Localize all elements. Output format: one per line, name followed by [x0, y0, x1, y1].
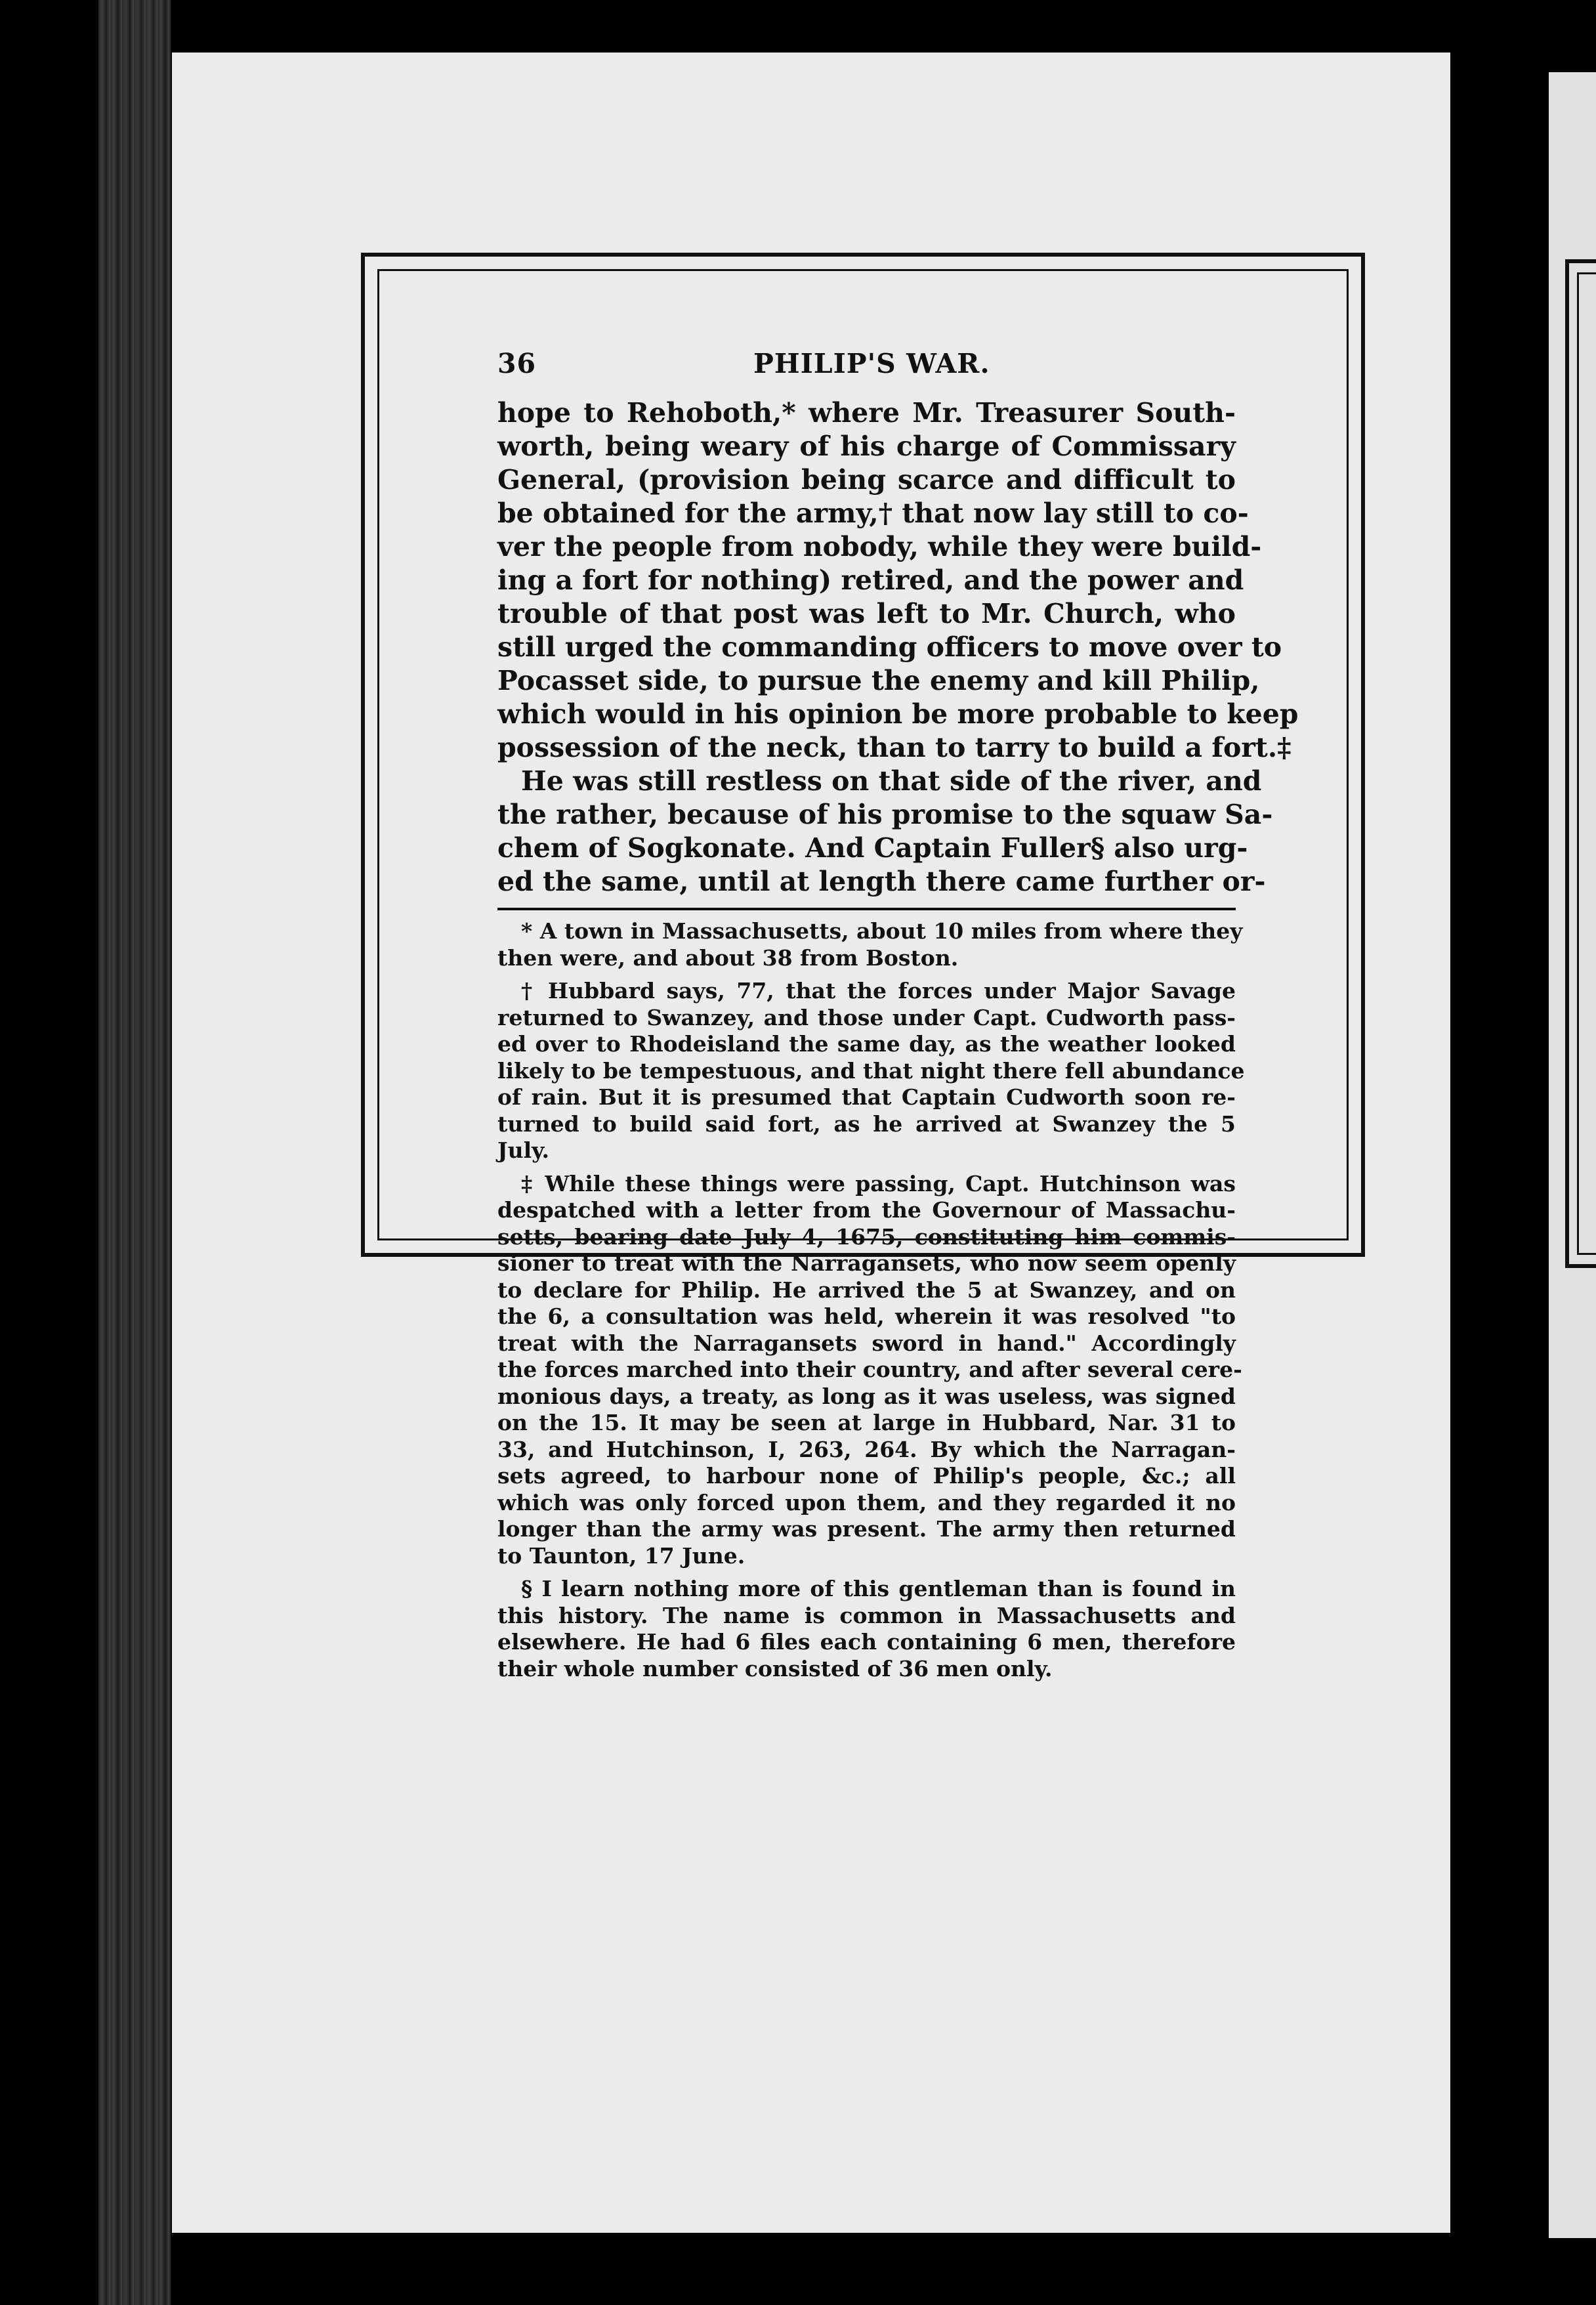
footnote: [497, 918, 1243, 971]
footnote: [497, 1576, 1236, 1682]
footnote-line: setts, bearing date July 4, 1675, constituting him commis-: [497, 1223, 1236, 1250]
body-line: worth, being weary of his charge of Commissary: [497, 431, 1236, 462]
footnote-line: likely to be tempestuous, and that night there fell abundance: [497, 1057, 1245, 1084]
running-head: [497, 348, 1236, 387]
book-spine: [98, 0, 171, 2305]
footnote-line: sets agreed, to harbour none of Philip's people, &c.; all: [497, 1463, 1236, 1489]
footnote-line: ‡ While these things were passing, Capt. Hutchinson was: [521, 1170, 1236, 1196]
footnote: [497, 1170, 1242, 1570]
footnote-line: then were, and about 38 from Boston.: [497, 944, 959, 971]
footnote-line: ed over to Rhodeisland the same day, as the weather looked: [497, 1031, 1236, 1057]
body-line: ing a fort for nothing) retired, and the power and: [497, 564, 1244, 596]
footnote-line: the 6, a consultation was held, wherein it was resolved "to: [497, 1303, 1236, 1329]
body-line: ver the people from nobody, while they were build-: [497, 531, 1262, 562]
text-block: [497, 348, 1299, 1689]
footnote-line: 33, and Hutchinson, I, 263, 264. By which the Narragan-: [497, 1436, 1236, 1462]
footnote-line: elsewhere. He had 6 files each containing 6 men, therefore: [497, 1629, 1236, 1655]
body-line: the rather, because of his promise to the squaw Sa-: [497, 799, 1273, 830]
footnote-line: † Hubbard says, 77, that the forces under Major Savage: [521, 978, 1236, 1004]
footnote-line: sioner to treat with the Narragansets, who now seem openly: [497, 1250, 1236, 1276]
footnote: [497, 978, 1245, 1164]
body-line: ed the same, until at length there came further or-: [497, 866, 1266, 897]
body-line: hope to Rehoboth,* where Mr. Treasurer South-: [497, 397, 1236, 429]
adjacent-page-border: [1565, 259, 1596, 1268]
footnote-line: which was only forced upon them, and they regarded it no: [497, 1489, 1236, 1515]
footnote-line: despatched with a letter from the Governour of Massachu-: [497, 1197, 1236, 1223]
footnote-line: their whole number consisted of 36 men only.: [497, 1655, 1053, 1681]
footnote-line: the forces marched into their country, and after several cere-: [497, 1357, 1242, 1382]
body-line: General, (provision being scarce and difficult to: [497, 464, 1236, 496]
footnote-line: * A town in Massachusetts, about 10 miles from where they: [521, 918, 1243, 944]
footnote-line: monious days, a treaty, as long as it was useless, was signed: [497, 1383, 1236, 1409]
body-line: which would in his opinion be more probable to keep: [497, 698, 1299, 730]
body-line: possession of the neck, than to tarry to build a fort.‡: [497, 732, 1292, 763]
footnote-line: this history. The name is common in Massachusetts and: [497, 1602, 1236, 1628]
footnote-line: of rain. But it is presumed that Captain Cudworth soon re-: [497, 1084, 1236, 1110]
body-text: [497, 396, 1299, 899]
running-title: PHILIP'S WAR.: [753, 348, 990, 379]
body-line: chem of Sogkonate. And Captain Fuller§ also urg-: [497, 832, 1248, 864]
page-number: 36: [497, 348, 537, 379]
footnote-line: turned to build said fort, as he arrived at Swanzey the 5: [497, 1110, 1236, 1137]
footnote-line: July.: [497, 1137, 550, 1163]
body-line: still urged the commanding officers to move over to: [497, 631, 1282, 663]
footnote-rule: [497, 908, 1236, 910]
footnote-line: § I learn nothing more of this gentleman than is found in: [521, 1576, 1236, 1601]
body-line: be obtained for the army,† that now lay still to co-: [497, 497, 1249, 529]
footnote-line: to Taunton, 17 June.: [497, 1542, 746, 1569]
footnote-line: returned to Swanzey, and those under Capt. Cudworth pass-: [497, 1004, 1236, 1030]
body-line: He was still restless on that side of the river, and: [521, 765, 1262, 797]
body-line: trouble of that post was left to Mr. Church, who: [497, 598, 1236, 629]
footnote-line: on the 15. It may be seen at large in Hubbard, Nar. 31 to: [497, 1410, 1236, 1435]
footnotes: [497, 918, 1245, 1682]
footnote-line: treat with the Narragansets sword in hand." Accordingly: [497, 1330, 1236, 1356]
footnote-line: to declare for Philip. He arrived the 5 at Swanzey, and on: [497, 1277, 1236, 1303]
body-line: Pocasset side, to pursue the enemy and kill Philip,: [497, 665, 1260, 696]
footnote-line: longer than the army was present. The army then returned: [497, 1516, 1236, 1542]
